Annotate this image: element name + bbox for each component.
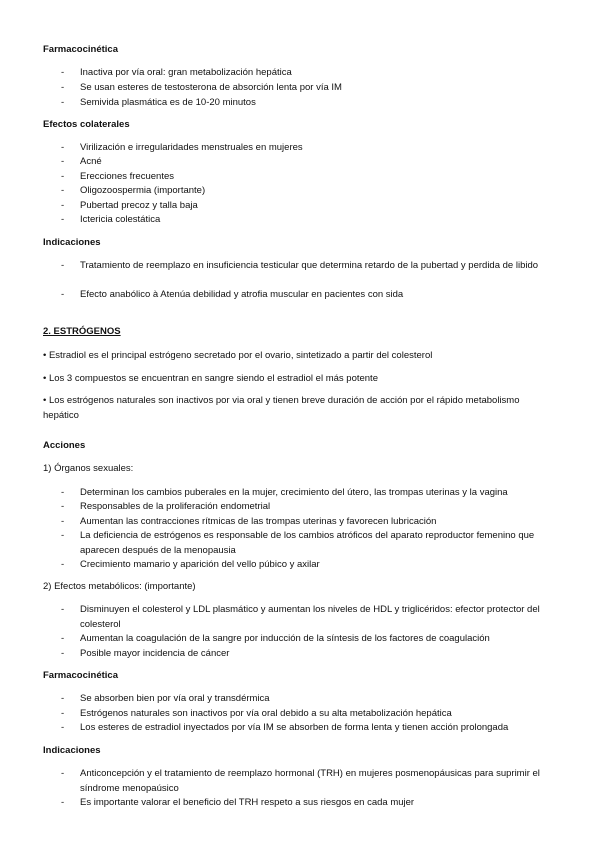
list-item-text: Inactiva por vía oral: gran metabolización hepática: [80, 67, 292, 78]
heading-estrogenos: 2. ESTRÓGENOS: [43, 326, 121, 337]
bullet-paragraph: • Los 3 compuestos se encuentran en sangre siendo el estradiol el más potente: [43, 373, 378, 384]
dash-marker: -: [61, 604, 65, 615]
list-item: [61, 632, 561, 647]
list-item: [61, 213, 561, 228]
list-item-text: Se usan esteres de testosterona de absorción lenta por vía IM: [80, 82, 342, 93]
list-item-text: Responsables de la proliferación endometrial: [80, 501, 271, 512]
list-item: [61, 288, 561, 303]
dash-marker: -: [61, 142, 65, 153]
list-item: [61, 141, 561, 156]
list-item: [61, 796, 561, 811]
list-item: [61, 647, 561, 662]
list-item: [61, 515, 561, 530]
list-item: [61, 155, 561, 170]
heading-farmacocinetica: Farmacocinética: [43, 44, 118, 55]
list-item-text: La deficiencia de estrógenos es responsable de los cambios atróficos del aparato reproductor femenino que aparecen después de la menopausia: [80, 530, 535, 556]
dash-marker: -: [61, 722, 65, 733]
list-item-text: Erecciones frecuentes: [80, 171, 174, 182]
subheading-metabolicos: 2) Efectos metabólicos: (importante): [43, 581, 196, 592]
dash-marker: -: [61, 693, 65, 704]
dash-marker: -: [61, 67, 65, 78]
dash-marker: -: [61, 260, 65, 271]
list-item-text: Aumentan las contracciones rítmicas de las trompas uterinas y favorecen lubricación: [80, 516, 437, 527]
list-item-text: Es importante valorar el beneficio del TRH respeto a sus riesgos en cada mujer: [80, 797, 415, 808]
dash-marker: -: [61, 185, 65, 196]
list-item: [61, 692, 561, 707]
dash-marker: -: [61, 82, 65, 93]
list-item-text: Semivida plasmática es de 10-20 minutos: [80, 97, 256, 108]
dash-marker: -: [61, 559, 65, 570]
list-item: [61, 486, 561, 501]
list-item-text: Virilización e irregularidades menstruales en mujeres: [80, 142, 303, 153]
dash-marker: -: [61, 708, 65, 719]
list-item-text: Disminuyen el colesterol y LDL plasmático y aumentan los niveles de HDL y triglicéridos: efector protector del colesterol: [80, 604, 540, 630]
heading-efectos-colaterales: Efectos colaterales: [43, 119, 130, 130]
list-item: [61, 558, 561, 573]
list-item: [61, 81, 561, 96]
dash-marker: -: [61, 156, 65, 167]
list-item-text: Aumentan la coagulación de la sangre por inducción de la síntesis de los factores de coagulación: [80, 633, 490, 644]
dash-marker: -: [61, 97, 65, 108]
list-item-text: Tratamiento de reemplazo en insuficiencia testicular que determina retardo de la pubertad y perdida de libido: [80, 260, 539, 271]
list-item: [61, 96, 561, 111]
dash-marker: -: [61, 200, 65, 211]
dash-marker: -: [61, 797, 65, 808]
list-item-text: Determinan los cambios puberales en la mujer, crecimiento del útero, las trompas uterinas y la vagina: [80, 487, 508, 498]
list-item-text: Se absorben bien por vía oral y transdérmica: [80, 693, 270, 704]
list-item-text: Pubertad precoz y talla baja: [80, 200, 198, 211]
dash-marker: -: [61, 633, 65, 644]
list-item: [61, 707, 561, 722]
list-item-text: Crecimiento mamario y aparición del vello púbico y axilar: [80, 559, 320, 570]
list-item-text: Anticoncepción y el tratamiento de reemplazo hormonal (TRH) en mujeres posmenopáusicas para suprimir el síndrome menopaúsico: [80, 768, 540, 794]
dash-marker: -: [61, 648, 65, 659]
list-item-text: Acné: [80, 156, 102, 167]
dash-marker: -: [61, 530, 65, 541]
dash-marker: -: [61, 214, 65, 225]
list-item-text: Los esteres de estradiol inyectados por vía IM se absorben de forma lenta y tienen acción prolongada: [80, 722, 509, 733]
bullet-paragraph: • Estradiol es el principal estrógeno secretado por el ovario, sintetizado a partir del colesterol: [43, 350, 433, 361]
dash-marker: -: [61, 289, 65, 300]
heading-indicaciones: Indicaciones: [43, 237, 101, 248]
dash-marker: -: [61, 171, 65, 182]
heading-farmacocinetica: Farmacocinética: [43, 670, 118, 681]
list-item: [61, 721, 561, 736]
dash-marker: -: [61, 501, 65, 512]
dash-marker: -: [61, 516, 65, 527]
heading-acciones: Acciones: [43, 440, 86, 451]
list-item-text: Posible mayor incidencia de cáncer: [80, 648, 230, 659]
list-item: [61, 529, 561, 558]
dash-marker: -: [61, 768, 65, 779]
dash-marker: -: [61, 487, 65, 498]
list-item: [61, 199, 561, 214]
list-item: [61, 66, 561, 81]
bullet-paragraph: • Los estrógenos naturales son inactivos por via oral y tienen breve duración de acción por el rápido metabolismo hepático: [43, 395, 520, 421]
list-item: [61, 767, 561, 796]
list-item-text: Efecto anabólico à Atenúa debilidad y atrofia muscular en pacientes con sida: [80, 289, 404, 300]
list-item: [61, 184, 561, 199]
list-item-text: Ictericia colestática: [80, 214, 161, 225]
heading-indicaciones: Indicaciones: [43, 745, 101, 756]
list-item-text: Oligozoospermia (importante): [80, 185, 206, 196]
list-item: [61, 259, 561, 274]
list-item: [61, 170, 561, 185]
list-item: [61, 500, 561, 515]
list-item-text: Estrógenos naturales son inactivos por vía oral debido a su alta metabolización hepática: [80, 708, 452, 719]
list-item: [61, 603, 561, 632]
subheading-organos: 1) Órganos sexuales:: [43, 463, 134, 474]
